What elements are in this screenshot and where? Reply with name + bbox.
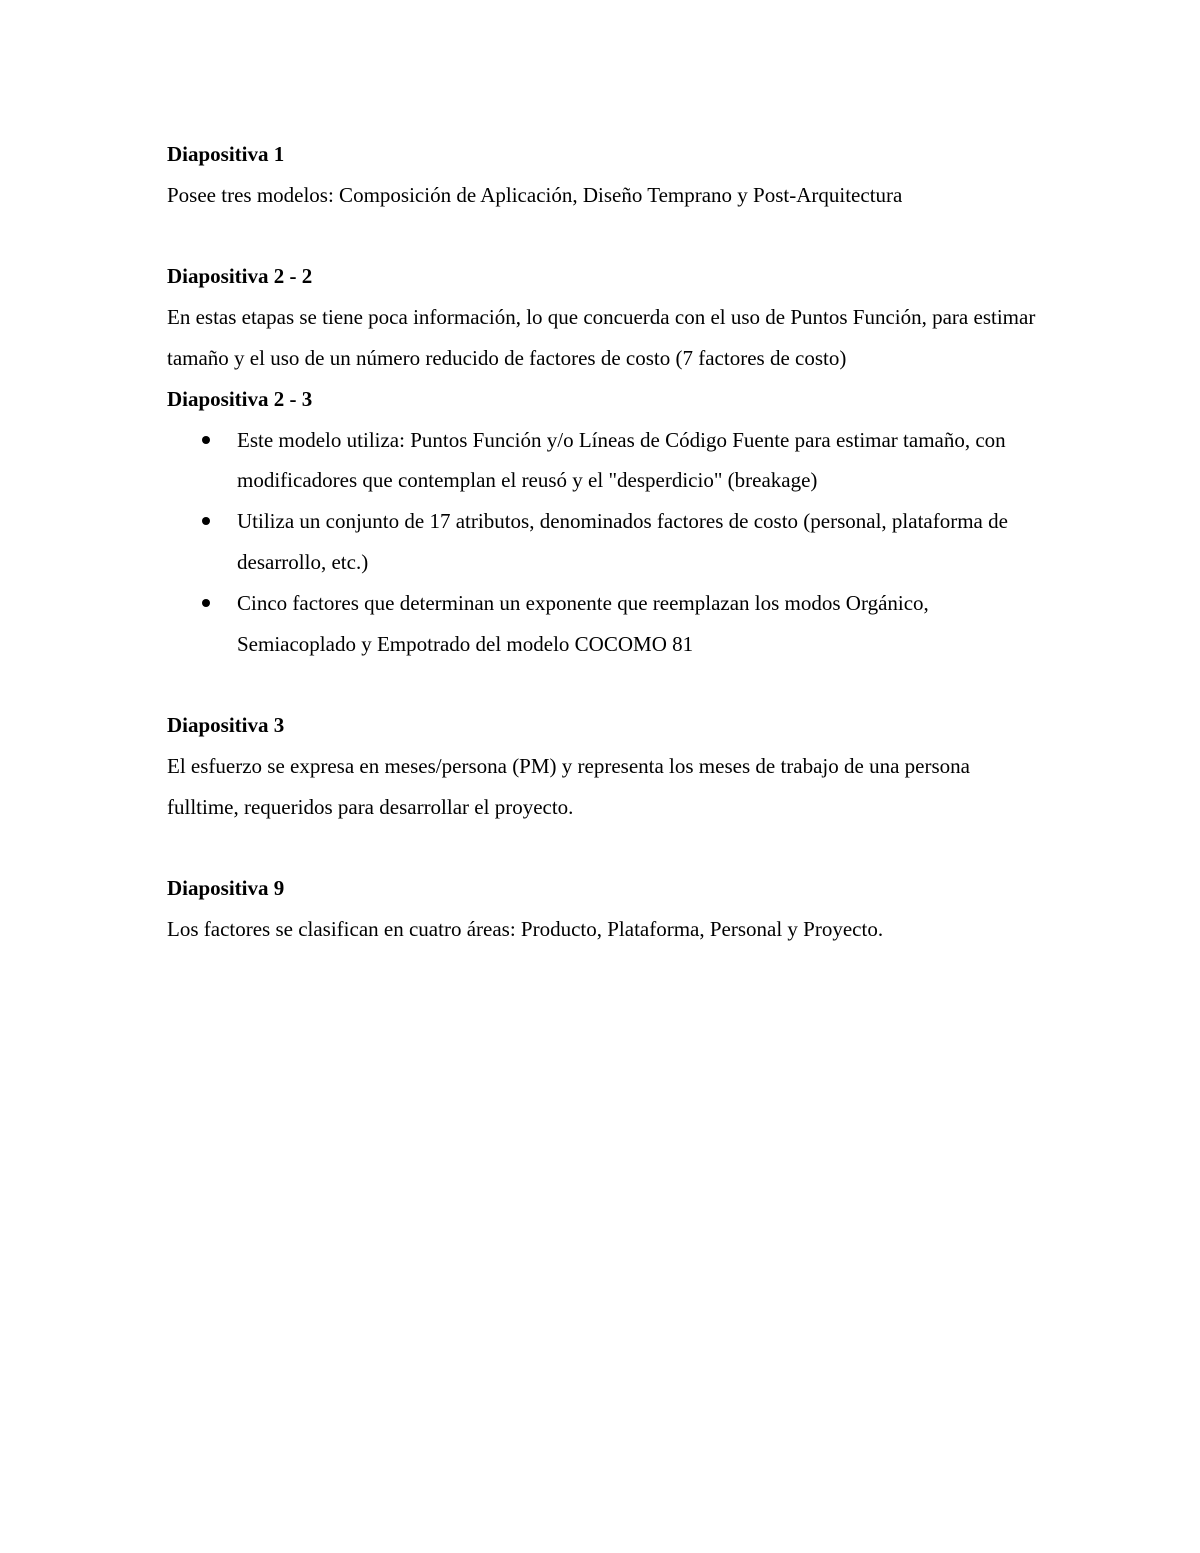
section-heading-diapositiva-9: Diapositiva 9 — [167, 876, 285, 901]
section-heading-diapositiva-3: Diapositiva 3 — [167, 713, 285, 738]
list-item — [167, 501, 1037, 583]
bullet-list — [167, 420, 1037, 665]
section-heading-diapositiva-2-2: Diapositiva 2 - 2 — [167, 264, 313, 289]
section-text-diapositiva-1: Posee tres modelos: Composición de Aplicación, Diseño Temprano y Post-Arquitectura — [167, 182, 903, 207]
section-heading-diapositiva-2-3: Diapositiva 2 - 3 — [167, 386, 313, 411]
document-page — [167, 134, 1037, 950]
bullet-icon — [202, 436, 210, 444]
paragraph-gap — [167, 664, 1037, 705]
section-text-diapositiva-2-2: En estas etapas se tiene poca información, lo que concuerda con el uso de Puntos Función, para estimar tamaño y el uso de un número reducido de factores de costo (7 factores de costo) — [167, 305, 1036, 370]
list-item-text: Este modelo utiliza: Puntos Función y/o Líneas de Código Fuente para estimar tamaño, con modificadores que contemplan el reusó y el "desperdicio" (breakage) — [237, 427, 1006, 493]
paragraph-gap — [167, 828, 1037, 869]
section-text-diapositiva-9: Los factores se clasifican en cuatro áreas: Producto, Plataforma, Personal y Proyecto. — [167, 917, 884, 942]
paragraph-gap — [167, 216, 1037, 257]
section-heading-diapositiva-1: Diapositiva 1 — [167, 142, 285, 166]
list-item — [167, 583, 1037, 665]
bullet-icon — [202, 517, 210, 525]
list-item-text: Cinco factores que determinan un exponente que reemplazan los modos Orgánico, Semiacoplado y Empotrado del modelo COCOMO 81 — [237, 590, 929, 656]
bullet-icon — [202, 599, 210, 607]
section-text-diapositiva-3: El esfuerzo se expresa en meses/persona (PM) y representa los meses de trabajo de una persona fulltime, requeridos para desarrollar el proyecto. — [167, 753, 970, 819]
list-item-text: Utiliza un conjunto de 17 atributos, denominados factores de costo (personal, plataforma de desarrollo, etc.) — [237, 509, 1008, 574]
list-item — [167, 420, 1037, 502]
